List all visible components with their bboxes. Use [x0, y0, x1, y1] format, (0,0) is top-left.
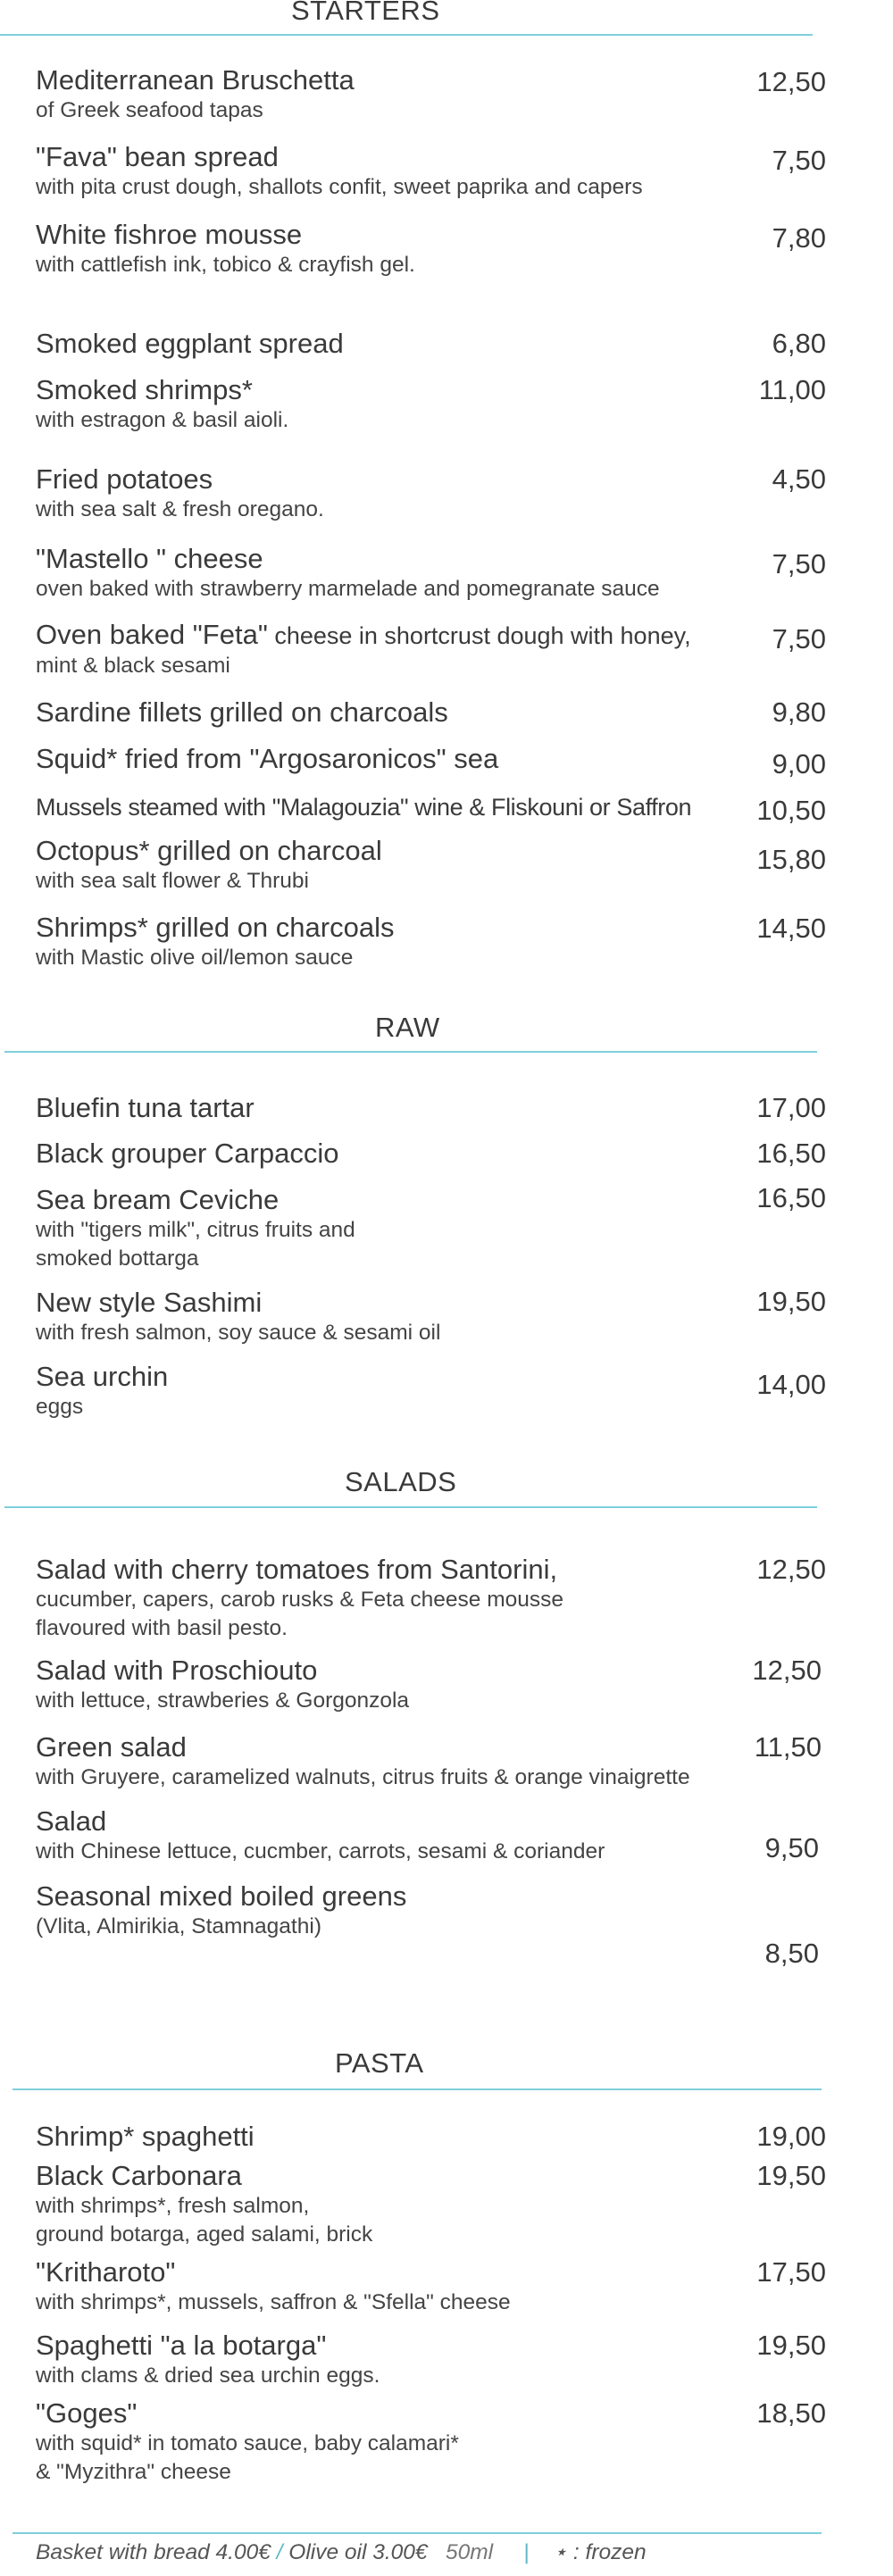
item-description: with shrimps*, fresh salmon, ground botarga, aged salami, brick [36, 2194, 373, 2247]
item-price: 15,80 [756, 844, 826, 875]
menu-item [36, 1184, 822, 1273]
item-description: with cattlefish ink, tobico & crayfish gel. [36, 253, 415, 277]
item-price: 16,50 [756, 1138, 826, 1169]
item-name: Fried potatoes [36, 463, 213, 495]
item-name: Seasonal mixed boiled greens [36, 1880, 407, 1912]
item-price: 9,00 [772, 748, 826, 779]
menu-item [36, 619, 822, 680]
item-price: 12,50 [756, 66, 826, 97]
item-name: Smoked eggplant spread [36, 328, 344, 359]
item-price: 14,00 [756, 1369, 826, 1400]
menu-item [36, 2397, 822, 2487]
menu-item [36, 328, 822, 360]
item-name: Salad with cherry tomatoes from Santorini, [36, 1554, 558, 1585]
item-price: 7,50 [772, 145, 826, 176]
menu-item [36, 696, 822, 729]
item-name: Bluefin tuna tartar [36, 1092, 255, 1123]
item-price: 11,00 [758, 374, 826, 405]
item-name [36, 619, 822, 652]
item-name: "Kritharoto" [36, 2256, 176, 2288]
item-name: Spaghetti "a la botarga" [36, 2330, 327, 2361]
item-name: Octopus* grilled on charcoal [36, 835, 382, 866]
item-description: with estragon & basil aioli. [36, 408, 289, 432]
item-price: 17,00 [756, 1092, 826, 1123]
item-description: with fresh salmon, soy sauce & sesami oil [36, 1321, 441, 1345]
item-name: Black Carbonara [36, 2160, 242, 2191]
item-description: mint & black sesami [36, 654, 230, 678]
footer-separator: / [270, 2540, 289, 2564]
item-name: Sardine fillets grilled on charcoals [36, 696, 448, 728]
item-description: with Gruyere, caramelized walnuts, citrus fruits & orange vinaigrette [36, 1765, 690, 1789]
item-name: "Goges" [36, 2397, 138, 2429]
item-name: New style Sashimi [36, 1287, 263, 1318]
menu-item [36, 1138, 822, 1170]
section-title-salads: SALADS [345, 1466, 457, 1497]
item-price: 4,50 [772, 463, 826, 495]
item-description: with sea salt flower & Thrubi [36, 869, 309, 893]
item-name: Green salad [36, 1731, 187, 1763]
item-name: Mussels steamed with "Malagouzia" wine & Fliskouni or Saffron [36, 794, 692, 821]
frozen-legend: ⋆ : frozen [553, 2540, 647, 2564]
menu-item [36, 1880, 822, 1941]
section-title-raw: RAW [375, 1012, 440, 1043]
item-description: (Vlita, Almirikia, Stamnagathi) [36, 1914, 321, 1938]
item-name-main: Oven baked "Feta" [36, 619, 268, 650]
menu-item [36, 743, 822, 775]
olive-oil-volume: 50ml [445, 2540, 494, 2564]
item-description: with pita crust dough, shallots confit, sweet paprika and capers [36, 175, 643, 199]
item-price: 7,80 [772, 222, 826, 254]
item-name-suffix: cheese in shortcrust dough with honey, [267, 622, 691, 649]
menu-item [36, 912, 822, 972]
item-name: Salad [36, 1805, 107, 1837]
item-description: of Greek seafood tapas [36, 98, 263, 122]
item-name: Shrimps* grilled on charcoals [36, 912, 395, 943]
menu-item [36, 463, 822, 524]
item-description: with sea salt & fresh oregano. [36, 497, 324, 521]
menu-item [36, 2121, 822, 2153]
item-price: 7,50 [772, 623, 826, 654]
item-description: with "tigers milk", citrus fruits and smoked bottarga [36, 1218, 355, 1271]
item-price: 8,50 [764, 1938, 819, 1969]
item-description: with Chinese lettuce, cucmber, carrots, sesami & coriander [36, 1839, 605, 1863]
menu-item [36, 64, 822, 125]
item-price: 12,50 [756, 1554, 826, 1585]
item-name: Mediterranean Bruschetta [36, 64, 355, 96]
item-price: 9,80 [772, 696, 826, 728]
item-description: with shrimps*, mussels, saffron & "Sfella" cheese [36, 2290, 511, 2314]
item-price: 19,50 [756, 2330, 826, 2361]
section-title-starters: STARTERS [291, 0, 440, 26]
item-name: Smoked shrimps* [36, 374, 253, 405]
footer-note [36, 2538, 647, 2565]
item-description: eggs [36, 1395, 84, 1419]
footer-divider [13, 2532, 822, 2534]
item-name: Sea urchin [36, 1361, 169, 1392]
item-price: 19,50 [756, 2160, 826, 2191]
menu-item [36, 2256, 822, 2317]
menu-item [36, 835, 822, 896]
menu-item [36, 543, 822, 604]
item-price: 9,50 [764, 1832, 819, 1863]
menu-item [36, 1554, 822, 1643]
item-name: "Fava" bean spread [36, 141, 279, 172]
item-price: 14,50 [756, 913, 826, 944]
item-name: Black grouper Carpaccio [36, 1138, 339, 1169]
item-name: Squid* fried from "Argosaronicos" sea [36, 743, 499, 774]
item-name: Salad with Proschiouto [36, 1655, 318, 1686]
item-price: 10,50 [756, 795, 826, 826]
item-price: 18,50 [756, 2397, 826, 2429]
item-description: oven baked with strawberry marmelade and pomegranate sauce [36, 577, 660, 601]
item-name: Shrimp* spaghetti [36, 2121, 255, 2152]
item-description: with lettuce, strawberies & Gorgonzola [36, 1688, 410, 1713]
item-price: 12,50 [752, 1655, 822, 1686]
menu-item [36, 141, 822, 202]
menu-item [36, 1361, 822, 1421]
menu-item [36, 1092, 822, 1124]
item-description: with Mastic olive oil/lemon sauce [36, 946, 354, 970]
section-divider [0, 34, 813, 36]
section-title-pasta: PASTA [335, 2047, 424, 2079]
item-name: "Mastello " cheese [36, 543, 263, 574]
menu-item [36, 2330, 822, 2390]
item-price: 16,50 [756, 1182, 826, 1213]
menu-item [36, 1731, 822, 1792]
section-divider [4, 1506, 817, 1508]
menu-item [36, 1287, 822, 1347]
section-divider [4, 1051, 817, 1053]
item-price: 19,50 [756, 1286, 826, 1317]
menu-item [36, 791, 822, 823]
olive-oil-note: Olive oil 3.00€ [288, 2540, 428, 2564]
menu-item [36, 374, 822, 435]
item-price: 19,00 [756, 2121, 826, 2152]
menu-item [36, 1655, 822, 1715]
menu-item [36, 2160, 822, 2249]
menu-item [36, 219, 822, 279]
item-description: with squid* in tomato sauce, baby calamari* & "Myzithra" cheese [36, 2431, 459, 2484]
item-description: with clams & dried sea urchin eggs. [36, 2363, 380, 2388]
item-price: 11,50 [754, 1731, 822, 1763]
bread-note: Basket with bread 4.00€ [36, 2540, 271, 2564]
section-divider [13, 2088, 822, 2090]
item-price: 6,80 [772, 328, 826, 359]
item-name: Sea bream Ceviche [36, 1184, 280, 1215]
item-name: White fishroe mousse [36, 219, 303, 250]
item-price: 7,50 [772, 548, 826, 579]
menu-item [36, 1805, 822, 1866]
item-description: cucumber, capers, carob rusks & Feta cheese mousse flavoured with basil pesto. [36, 1588, 563, 1640]
item-price: 17,50 [756, 2256, 826, 2288]
footer-pipe: | [523, 2540, 530, 2564]
